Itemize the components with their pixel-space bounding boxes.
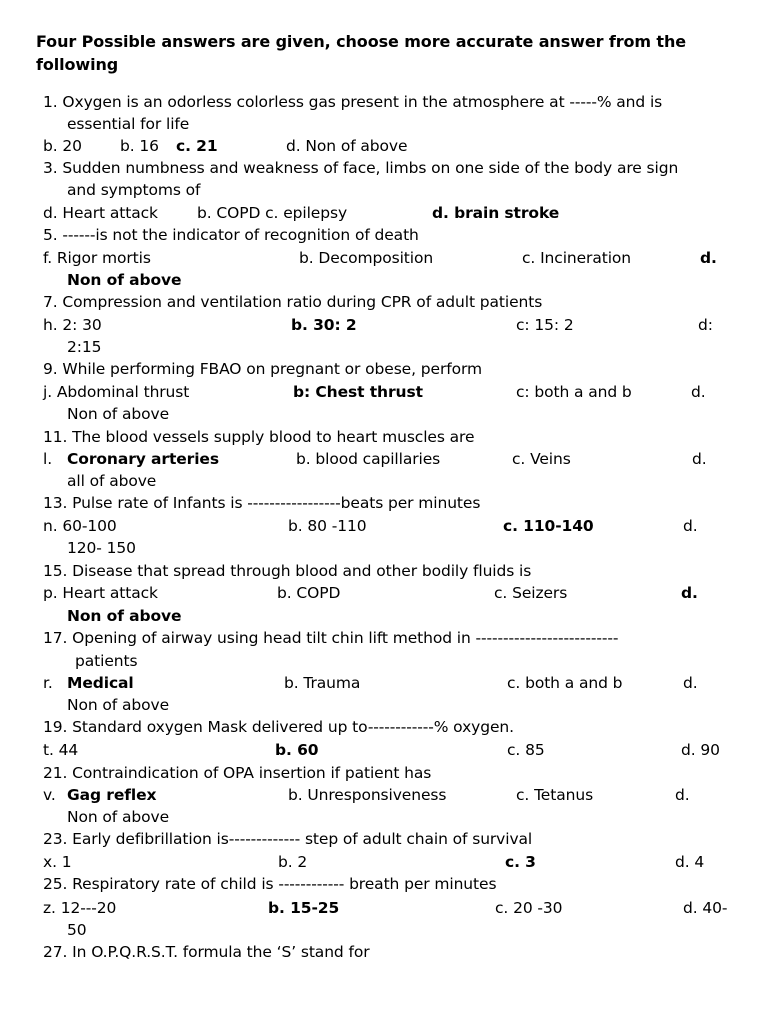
answer-option-a25-3: c. 20 -30 bbox=[495, 899, 563, 917]
question-text-q5: 5. ------is not the indicator of recognition of death bbox=[43, 226, 419, 244]
question-text-q1-a: 1. Oxygen is an odorless colorless gas present in the atmosphere at -----% and is bbox=[43, 93, 663, 111]
answer-option-a17-2: b. Trauma bbox=[284, 674, 361, 692]
question-text-q21: 21. Contraindication of OPA insertion if patient has bbox=[43, 764, 432, 782]
answer-option-a19-2: b. 60 bbox=[275, 741, 319, 759]
answer-option-a13-3: c. 110-140 bbox=[503, 517, 594, 535]
answer-option-a9-4: d. bbox=[691, 383, 706, 401]
answer-option-a9-3: c: both a and b bbox=[516, 383, 632, 401]
answer-option-a5-1: f. Rigor mortis bbox=[43, 249, 151, 267]
question-text-q9: 9. While performing FBAO on pregnant or obese, perform bbox=[43, 360, 482, 378]
answer-option-a7-1: h. 2: 30 bbox=[43, 316, 102, 334]
answer-option-a25-5: 50 bbox=[67, 921, 87, 939]
answer-option-a21-1: Gag reflex bbox=[67, 786, 157, 804]
answer-option-a17-4: d. bbox=[683, 674, 698, 692]
answer-option-a15-3: c. Seizers bbox=[494, 584, 568, 602]
answer-option-a21-5: Non of above bbox=[67, 808, 170, 826]
answer-option-a1-2: b. 16 bbox=[120, 137, 159, 155]
answer-option-a13-2: b. 80 -110 bbox=[288, 517, 367, 535]
answer-option-a19-1: t. 44 bbox=[43, 741, 79, 759]
answer-option-a11-2: b. blood capillaries bbox=[296, 450, 441, 468]
answer-option-a7-5: 2:15 bbox=[67, 338, 102, 356]
answer-option-a13-4: d. bbox=[683, 517, 698, 535]
question-text-q19: 19. Standard oxygen Mask delivered up to------------% oxygen. bbox=[43, 718, 514, 736]
question-text-q3-a: 3. Sudden numbness and weakness of face, limbs on one side of the body are sign bbox=[43, 159, 679, 177]
answer-option-a21-3: c. Tetanus bbox=[516, 786, 594, 804]
answer-option-a21-0: v. bbox=[43, 786, 56, 804]
question-text-q1-b: essential for life bbox=[67, 115, 190, 133]
answer-option-a9-2: b: Chest thrust bbox=[293, 383, 423, 401]
question-text-q11: 11. The blood vessels supply blood to heart muscles are bbox=[43, 428, 475, 446]
answer-option-a5-4: d. bbox=[700, 249, 717, 267]
answer-option-a11-1: Coronary arteries bbox=[67, 450, 219, 468]
answer-option-a15-1: p. Heart attack bbox=[43, 584, 158, 602]
answer-option-a17-3: c. both a and b bbox=[507, 674, 623, 692]
answer-option-a7-2: b. 30: 2 bbox=[291, 316, 357, 334]
answer-option-a23-2: b. 2 bbox=[278, 853, 308, 871]
answer-option-a3-3: d. brain stroke bbox=[432, 204, 560, 222]
question-text-q13: 13. Pulse rate of Infants is -----------------beats per minutes bbox=[43, 494, 481, 512]
question-text-q17-b: patients bbox=[75, 652, 138, 670]
question-text-q3-b: and symptoms of bbox=[67, 181, 201, 199]
heading-line-1: Four Possible answers are given, choose more accurate answer from the bbox=[36, 32, 687, 51]
answer-option-a7-4: d: bbox=[698, 316, 713, 334]
question-text-q25: 25. Respiratory rate of child is ------------ breath per minutes bbox=[43, 875, 497, 893]
question-text-q17-a: 17. Opening of airway using head tilt chin lift method in -------------------------- bbox=[43, 629, 619, 647]
question-text-q23: 23. Early defibrillation is------------- step of adult chain of survival bbox=[43, 830, 533, 848]
answer-option-a13-1: n. 60-100 bbox=[43, 517, 117, 535]
answer-option-a21-2: b. Unresponsiveness bbox=[288, 786, 447, 804]
answer-option-a5-2: b. Decomposition bbox=[299, 249, 434, 267]
answer-option-a11-0: l. bbox=[43, 450, 53, 468]
answer-option-a11-4: d. bbox=[692, 450, 707, 468]
answer-option-a23-1: x. 1 bbox=[43, 853, 72, 871]
answer-option-a19-4: d. 90 bbox=[681, 741, 720, 759]
answer-option-a19-3: c. 85 bbox=[507, 741, 545, 759]
answer-option-a17-0: r. bbox=[43, 674, 53, 692]
answer-option-a17-5: Non of above bbox=[67, 696, 170, 714]
answer-option-a9-5: Non of above bbox=[67, 405, 170, 423]
answer-option-a9-1: j. Abdominal thrust bbox=[43, 383, 190, 401]
answer-option-a7-3: c: 15: 2 bbox=[516, 316, 574, 334]
answer-option-a15-5: Non of above bbox=[67, 607, 182, 625]
answer-option-a21-4: d. bbox=[675, 786, 690, 804]
answer-option-a1-4: d. Non of above bbox=[286, 137, 408, 155]
question-text-q27: 27. In O.P.Q.R.S.T. formula the ‘S’ stand for bbox=[43, 943, 370, 961]
answer-option-a11-3: c. Veins bbox=[512, 450, 571, 468]
answer-option-a5-5: Non of above bbox=[67, 271, 182, 289]
answer-option-a3-2: b. COPD c. epilepsy bbox=[197, 204, 348, 222]
answer-option-a17-1: Medical bbox=[67, 674, 134, 692]
answer-option-a11-5: all of above bbox=[67, 472, 157, 490]
answer-option-a1-1: b. 20 bbox=[43, 137, 82, 155]
answer-option-a25-2: b. 15-25 bbox=[268, 899, 340, 917]
answer-option-a23-4: d. 4 bbox=[675, 853, 705, 871]
answer-option-a25-4: d. 40- bbox=[683, 899, 728, 917]
answer-option-a15-4: d. bbox=[681, 584, 698, 602]
answer-option-a23-3: c. 3 bbox=[505, 853, 536, 871]
question-text-q15: 15. Disease that spread through blood and other bodily fluids is bbox=[43, 562, 532, 580]
answer-option-a1-3: c. 21 bbox=[176, 137, 218, 155]
heading-line-2: following bbox=[36, 55, 119, 74]
answer-option-a25-1: z. 12---20 bbox=[43, 899, 117, 917]
answer-option-a15-2: b. COPD bbox=[277, 584, 341, 602]
answer-option-a3-1: d. Heart attack bbox=[43, 204, 158, 222]
question-text-q7: 7. Compression and ventilation ratio during CPR of adult patients bbox=[43, 293, 543, 311]
answer-option-a13-5: 120- 150 bbox=[67, 539, 136, 557]
answer-option-a5-3: c. Incineration bbox=[522, 249, 632, 267]
